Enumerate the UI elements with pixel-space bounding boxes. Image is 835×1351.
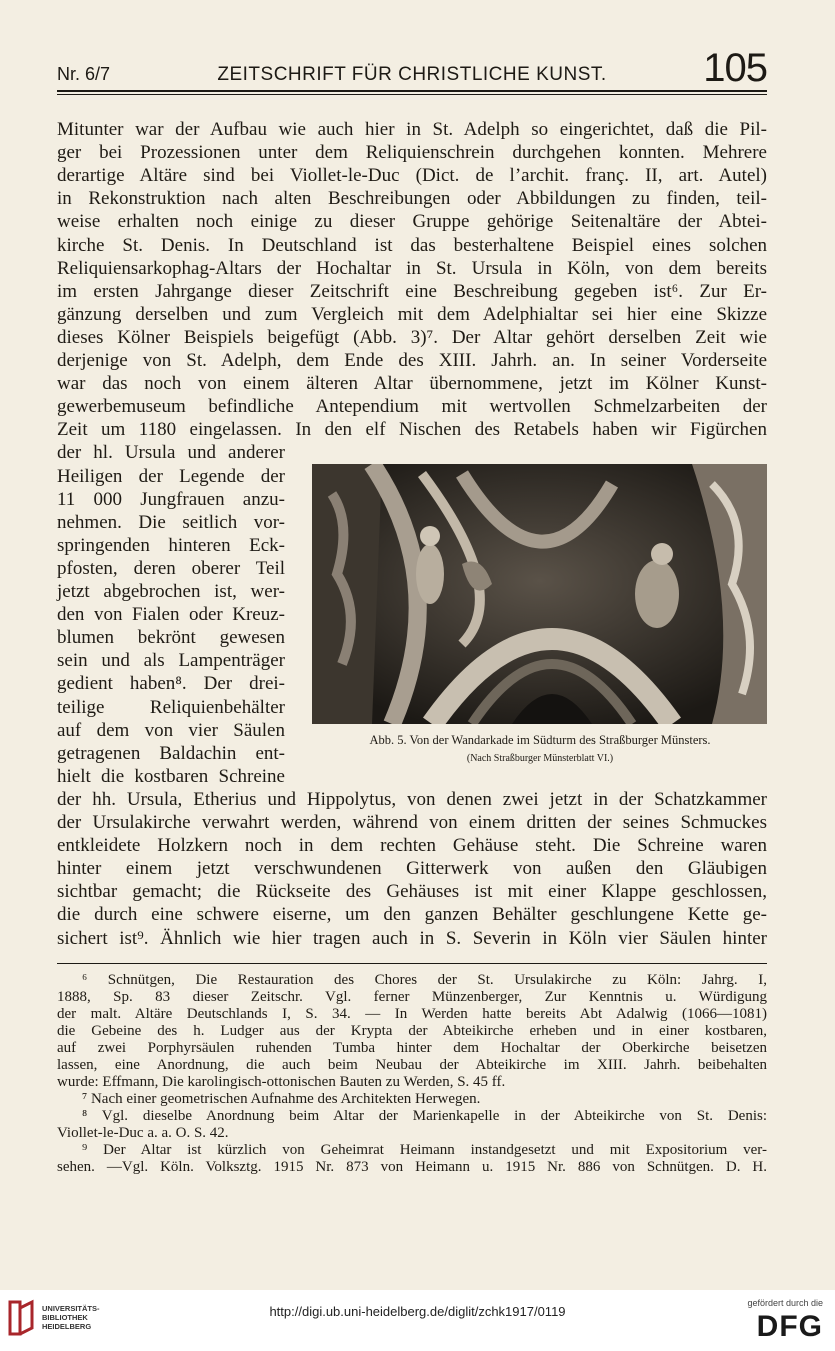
text-line: gänzung derselben und zum Vergleich mit dem Adelphialtar sei hier eine Skizze	[57, 303, 767, 325]
text-line: springenden hinteren Eck-	[57, 534, 285, 556]
footnote-line: ⁶ Schnütgen, Die Restauration des Chores der St. Ursulakirche zu Köln: Jahrg. I,	[82, 972, 767, 988]
text-line: getragenen Baldachin ent-	[57, 742, 285, 764]
text-line: teilige Reliquienbehälter	[57, 696, 285, 718]
footnote-rule	[57, 963, 767, 964]
text-line: derartige Altäre sind bei Viollet-le-Duc (Dict. de l’archit. franç. II, art. Autel)	[57, 165, 767, 187]
footnote-line: ⁷ Nach einer geometrischen Aufnahme des Architekten Herwegen.	[82, 1091, 481, 1107]
footnote-line: die Gebeine des h. Ludger aus der Krypta der Abteikirche erheben und in einer kostbaren,	[57, 1023, 767, 1039]
issue-number: Nr. 6/7	[57, 64, 111, 84]
text-line: die durch eine schwere eiserne, um den ganzen Behälter geschlungene Kette ge-	[57, 904, 767, 926]
text-line: dieses Kölner Beispiels beigefügt (Abb. 3)⁷. Der Altar gehört derselben Zeit wie	[57, 326, 767, 348]
text-line: jetzt abgebrochen ist, wer-	[57, 581, 285, 602]
footnote-line: sehen. —Vgl. Köln. Volksztg. 1915 Nr. 873 von Heimann u. 1915 Nr. 886 von Schnütgen. D. H.	[57, 1159, 767, 1175]
footnote-line: ⁹ Der Altar ist kürzlich von Geheimrat Heimann instandgesetzt und mit Expositorium ver-	[82, 1142, 767, 1158]
text-line: derjenige von St. Adelph, dem Ende des XIII. Jahrh. an. In seiner Vorderseite	[57, 350, 767, 371]
page-number: 105	[703, 46, 767, 90]
text-line: der Ursulakirche verwahrt werden, während von einem dritten der seines Schmuckes	[57, 812, 767, 833]
footnote-line: wurde: Effmann, Die karolingisch-ottonischen Bauten zu Werden, S. 45 ff.	[57, 1074, 506, 1090]
journal-title: ZEITSCHRIFT FÜR CHRISTLICHE KUNST.	[217, 64, 607, 85]
figure-source: (Nach Straßburger Münsterblatt VI.)	[466, 753, 614, 764]
text-line: Heiligen der Legende der	[57, 465, 285, 487]
dfg-logo: DFG	[756, 1310, 823, 1343]
text-line: blumen bekrönt gewesen	[57, 627, 285, 649]
text-line: Reliquiensarkophag-Altars der Hochaltar in St. Ursula in Köln, von dem bereits	[57, 257, 767, 279]
text-line: im ersten Jahrgange dieser Zeitschrift eine Beschreibung gegeben ist⁶. Zur Er-	[57, 280, 767, 302]
text-line: hielt die kostbaren Schreine	[57, 765, 285, 787]
running-header	[57, 46, 767, 92]
footnote-line: lassen, eine Anordnung, die auch beim Neubau der Abteikirche im XIII. Jahrh. beibehalten	[57, 1057, 767, 1073]
text-line: Zeit um 1180 eingelassen. In den elf Nischen des Retabels haben wir Figürchen	[57, 419, 767, 441]
funder-label: gefördert durch die	[747, 1298, 823, 1308]
text-line: auf dem von vier Säulen	[57, 719, 285, 741]
text-line: sichert ist⁹. Ähnlich wie hier tragen auch in S. Severin in Köln vier Säulen hinter	[57, 927, 767, 949]
footnote-line: auf zwei Porphyrsäulen ruhenden Tumba hinter dem Hochaltar der Oberkirche beisetzen	[57, 1040, 767, 1056]
text-line: der hl. Ursula und anderer	[57, 442, 285, 464]
text-line: Mitunter war der Aufbau wie auch hier in St. Adelph so eingerichtet, daß die Pil-	[57, 119, 767, 140]
permalink-url[interactable]: http://digi.ub.uni-heidelberg.de/diglit/zchk1917/0119	[269, 1304, 566, 1319]
gothic-arcade-illustration	[312, 464, 767, 724]
header-rule	[57, 90, 767, 92]
text-line: kirche St. Denis. In Deutschland ist das besterhaltene Beispiel eines solchen	[57, 234, 767, 256]
footnote-line: der malt. Altäre Deutschlands I, S. 34. — In Werden hatte bereits Abt Adalwig (1066—1081)	[57, 1006, 767, 1022]
text-line: entkleidete Holzkern noch in dem rechten Gehäuse steht. Die Schreine waren	[57, 835, 767, 857]
text-line: gedient haben⁸. Der drei-	[57, 673, 285, 695]
library-footer	[0, 1290, 835, 1351]
text-line: weise erhalten noch einige zu dieser Gruppe gehörige Seitenaltäre der Abtei-	[57, 211, 767, 233]
text-line: hinter einem jetzt verschwundenen Gitterwerk von außen den Gläubigen	[57, 858, 767, 880]
footnote-line: 1888, Sp. 83 dieser Zeitschr. Vgl. ferner Münzenberger, Zur Kenntnis u. Würdigung	[57, 989, 767, 1005]
text-line: ger bei Prozessionen unter dem Reliquienschrein durchgehen konnten. Mehrere	[57, 142, 767, 164]
text-line: 11 000 Jungfrauen anzu-	[57, 488, 285, 510]
header-rule-thin	[57, 94, 767, 95]
text-line: in Rekonstruktion nach alten Beschreibungen oder Abbildungen zu finden, teil-	[57, 188, 767, 210]
footnote-line: Viollet-le-Duc a. a. O. S. 42.	[57, 1125, 229, 1141]
figure-image	[312, 464, 767, 724]
text-line: der hh. Ursula, Etherius und Hippolytus, von denen zwei jetzt in der Schatzkammer	[57, 788, 767, 810]
figure-caption: Abb. 5. Von der Wandarkade im Südturm des Straßburger Münsters.	[369, 733, 711, 747]
text-line: nehmen. Die seitlich vor-	[57, 511, 285, 533]
text-line: pfosten, deren oberer Teil	[57, 557, 285, 579]
institution-name: UNIVERSITÄTS- BIBLIOTHEK HEIDELBERG	[42, 1304, 100, 1331]
text-line: sein und als Lampenträger	[57, 650, 285, 672]
text-line: den von Fialen oder Kreuz-	[57, 604, 285, 626]
text-line: sichtbar gemacht; die Rückseite des Gehäuses ist mit einer Klappe geschlossen,	[57, 881, 767, 903]
text-line: gewerbemuseum befindliche Antependium mit wertvollen Schmelzarbeiten der	[57, 396, 767, 418]
text-line: war das noch von einem älteren Altar übernommene, jetzt im Kölner Kunst-	[57, 373, 767, 395]
footnote-line: ⁸ Vgl. dieselbe Anordnung beim Altar der Marienkapelle in der Abteikirche von St. Denis:	[82, 1108, 767, 1124]
